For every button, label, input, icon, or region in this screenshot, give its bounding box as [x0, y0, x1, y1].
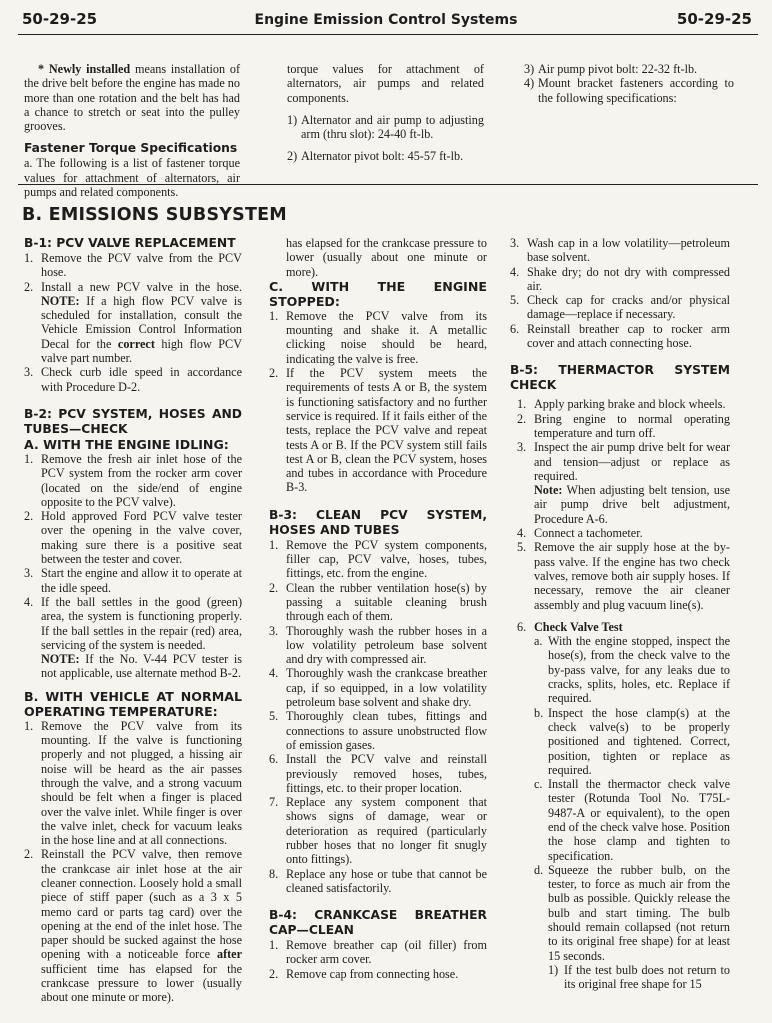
top-col-1	[24, 62, 240, 200]
b4-steps-b	[510, 236, 730, 350]
list-item: 1) Alternator and air pump to adjusting arm (thru slot): 24-40 ft-lb.	[287, 112, 484, 142]
list-item: 1. Remove breather cap (oil filler) from rocker arm cover.	[269, 938, 487, 967]
section-title: B. EMISSIONS SUBSYSTEM	[22, 205, 287, 225]
list-item: 5. Thoroughly clean tubes, fittings and connections to assure unobstructed flow of emission gases.	[269, 709, 487, 752]
list-item: 1. Remove the PCV valve from its mounting and shake it. A metallic clicking noise should be heard, indicating the valve is free.	[269, 308, 487, 366]
list-item: 1. Remove the PCV valve from the PCV hose.	[24, 251, 242, 280]
torque-list-1	[287, 113, 484, 164]
check-valve-substeps	[548, 963, 730, 992]
b2-b-heading: B. WITH VEHICLE AT NORMAL OPERATING TEMPERATURE:	[24, 688, 242, 719]
list-item: 3) Air pump pivot bolt: 22-32 ft-lb.	[524, 62, 698, 76]
b1-steps	[24, 251, 242, 394]
list-item: 7. Replace any system component that shows signs of damage, wear or deterioration as required (particularly rubber hoses that no longer fit snugly onto fittings).	[269, 795, 487, 867]
b2-a-steps	[24, 452, 242, 681]
list-item: c. Install the thermactor check valve tester (Rotunda Tool No. T75L-9487-A or equivalent), to the open end of the check valve hose. Position the hose clamp and tighten to specification.	[534, 777, 730, 863]
list-item: d. Squeeze the rubber bulb, on the tester, to force as much air from the bulb as possible. Quickly release the bulb and start timing. The bulb should remain collapsed (not return to its original free shape) for at least 15 seconds. 1) If the test bulb does not return to its original free shape for 15	[534, 862, 730, 992]
check-valve-steps	[534, 634, 730, 991]
b2-a-heading: A. WITH THE ENGINE IDLING:	[24, 436, 229, 452]
torque-a-cont: torque values for attachment of alternators, air pumps and related components.	[287, 62, 484, 105]
list-item: 2. Clean the rubber ventilation hose(s) by passing a suitable cleaning brush through each of them.	[269, 580, 487, 624]
list-item: 1. Remove the PCV system components, filler cap, PCV valve, hoses, tubes, fittings, etc. from the engine.	[269, 537, 487, 581]
main-col-1	[24, 236, 242, 1005]
list-item: 3. Inspect the air pump drive belt for wear and tension—adjust or replace as required. Note: When adjusting belt tension, use air pump drive belt adjustment, Procedure A-6.	[517, 440, 730, 526]
list-item: 1) If the test bulb does not return to its original free shape for 15	[548, 962, 730, 992]
top-col-2	[287, 62, 484, 164]
page-number-left: 50-29-25	[22, 10, 98, 28]
list-item: 4. Connect a tachometer.	[517, 526, 643, 541]
list-item: 2. Hold approved Ford PCV valve tester over the opening in the valve cover, making sure there is a positive seat between the tester and cover.	[24, 509, 242, 567]
list-item: 2. Reinstall the PCV valve, then remove the crankcase air inlet hose at the air cleaner connection. Loosely hold a small piece of stiff paper (such as a 3 x 5 memo card or parts tag card) over the opening at the end of the inlet hose. The paper should be sucked against the hose opening with a noticeable force after sufficient time has elapsed for the crankcase pressure to lower (usually about one minute or more).	[24, 847, 242, 1005]
b3-heading: B-3: CLEAN PCV SYSTEM, HOSES AND TUBES	[269, 507, 487, 537]
page-title: Engine Emission Control Systems	[254, 12, 518, 28]
b5-heading: B-5: THERMACTOR SYSTEM CHECK	[510, 363, 730, 393]
intro-paragraph	[24, 62, 240, 133]
main-col-3	[510, 236, 730, 992]
list-item: 8. Replace any hose or tube that cannot be cleaned satisfactorily.	[269, 866, 487, 895]
list-item: b. Inspect the hose clamp(s) at the check valve(s) to be properly positioned and tightened. Correct, position, tighten or replace as required.	[534, 705, 730, 777]
top-col-3	[524, 62, 734, 105]
list-item: 4. If the ball settles in the good (green) area, the system is functioning properly. If the ball settles in the repair (red) area, servicing of the system is needed. NOTE: If the No. V-44 PCV tester is not applicable, use alternate method B-2.	[24, 594, 242, 681]
list-item: 3. Check curb idle speed in accordance with Procedure D-2.	[24, 365, 242, 394]
list-item: 3. Start the engine and allow it to operate at the idle speed.	[24, 566, 242, 595]
b4-heading: B-4: CRANKCASE BREATHER CAP—CLEAN	[269, 908, 487, 938]
list-item: 6. Check Valve Test a. With the engine stopped, inspect the hose(s), from the check valve to the by-pass valve, for any leaks due to cracks, splits, holes, etc. Replace if required. b. Inspect the hose clamp(s) at the check valve(s) to be properly positioned and tightened. Correct, position, tighten or replace as required. c. Install the thermactor check valve tester (Rotunda Tool No. T75L-9487-A or equivalent), to the open end of the check valve hose. Position the hose clamp and tighten to specification. d. Squeeze the rubber bulb, on the tester, to force as much air from the bulb as possible. Quickly release the bulb and start timing. The bulb should remain collapsed (not return to its original free shape) for at least 15 seconds. 1) If the test bulb does not return to its original free shape for 15	[517, 619, 730, 992]
page-number-right: 50-29-25	[676, 10, 752, 28]
list-item: 2. Remove cap from connecting hose.	[269, 966, 459, 981]
list-item: 4) Mount bracket fasteners according to the following specifications:	[524, 76, 734, 105]
list-item: 1. Remove the PCV valve from its mounting. If the valve is functioning properly and not plugged, a hissing air noise will be heard as the air passes through the valve, and a strong vacuum should be felt when a finger is placed over the valve inlet. While finger is over the valve inlet, check for vacuum leaks in the hose line and at all connections.	[24, 718, 242, 848]
header-rule	[18, 34, 758, 35]
list-item: 6. Install the PCV valve and reinstall previously removed hoses, tubes, fittings, etc. to their proper location.	[269, 752, 487, 795]
torque-list-2	[524, 62, 734, 105]
list-item: 1. Remove the fresh air inlet hose of the PCV system from the rocker arm cover (located on the side/end of engine opposite to the PCV valve).	[24, 451, 242, 509]
b3-steps	[269, 538, 487, 895]
list-item: 3. Thoroughly wash the rubber hoses in a low volatility petroleum base solvent and dry with compressed air.	[269, 623, 487, 667]
intro-lead: * Newly installed	[38, 62, 131, 76]
b2-b-steps	[24, 718, 242, 1005]
b2-b2-continued: has elapsed for the crankcase pressure to lower (usually about one minute or more).	[286, 236, 487, 279]
list-item: 3. Wash cap in a low volatility—petroleum base solvent.	[510, 236, 730, 265]
list-item: 5. Remove the air supply hose at the by-pass valve. If the engine has two check valves, remove both air supply hoses. If necessary, remove the air cleaner assembly and plug vacuum line(s).	[517, 540, 730, 612]
b5-steps	[510, 397, 730, 991]
list-item: 4. Thoroughly wash the crankcase breather cap, if so equipped, in a low volatility petroleum base solvent and shake dry.	[269, 666, 487, 710]
list-item: 2. Install a new PCV valve in the hose. NOTE: If a high flow PCV valve is scheduled for installation, consult the Vehicle Emission Control Information Decal for the correct high flow PCV valve part number.	[24, 279, 242, 366]
list-item: 4. Shake dry; do not dry with compressed air.	[510, 264, 730, 293]
list-item: 2) Alternator pivot bolt: 45-57 ft-lb.	[287, 149, 464, 164]
list-item: 1. Apply parking brake and block wheels.	[517, 397, 726, 412]
list-item: a. With the engine stopped, inspect the hose(s), from the check valve to the by-pass valve, for any leaks due to cracks, splits, holes, etc. Replace if required.	[534, 634, 730, 706]
list-item: 6. Reinstall breather cap to rocker arm cover and attach connecting hose.	[510, 321, 730, 351]
main-col-2	[269, 236, 487, 981]
list-item: 5. Check cap for cracks and/or physical damage—replace if necessary.	[510, 293, 730, 322]
b4-steps-a	[269, 938, 487, 981]
torque-a: a. The following is a list of fastener torque values for attachment of alternators, air pumps and related components.	[24, 156, 240, 200]
b2-c-steps	[269, 309, 487, 495]
b1-heading: B-1: PCV VALVE REPLACEMENT	[24, 236, 236, 250]
list-item: 2. Bring engine to normal operating temperature and turn off.	[517, 411, 730, 440]
b2-c-heading: C. WITH THE ENGINE STOPPED:	[269, 278, 487, 309]
torque-heading: Fastener Torque Specifications	[24, 141, 238, 156]
section-rule	[18, 184, 758, 185]
list-item: 2. If the PCV system meets the requirements of tests A or B, the system is functioning satisfactory and no further service is required. If it fails either of the tests, replace the PCV valve and repeat tests A or B. If the PCV system still fails test A or B, clean the PCV system, hoses and tubes in accordance with Procedure B-3.	[269, 366, 487, 495]
b2-heading: B-2: PCV SYSTEM, HOSES AND TUBES—CHECK	[24, 406, 242, 436]
intro-rest: means installation of the drive belt before the engine has made no more than one rotation and the belt has had a chance to stretch or seat into the pulley grooves.	[24, 62, 240, 134]
